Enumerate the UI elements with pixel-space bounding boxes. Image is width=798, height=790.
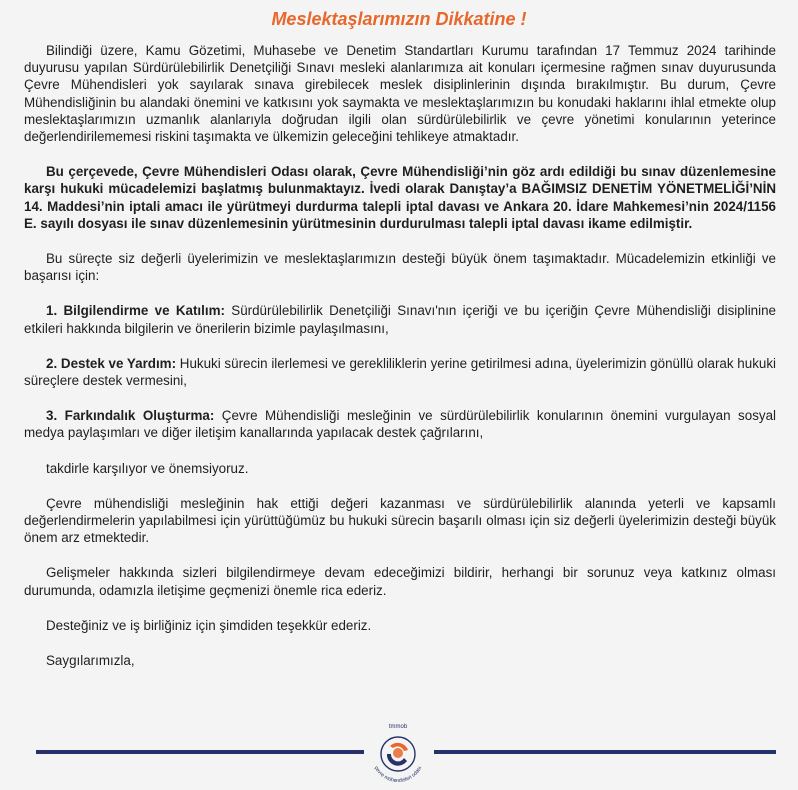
list-item-label: 1. Bilgilendirme ve Katılım: <box>46 303 225 319</box>
list-item <box>24 407 776 441</box>
list-item-label: 2. Destek ve Yardım: <box>46 355 177 371</box>
announcement-body <box>24 42 776 669</box>
closing-line: Saygılarımızla, <box>46 653 135 669</box>
logo-center <box>393 748 403 758</box>
list-item <box>24 355 776 389</box>
updates-paragraph: Gelişmeler hakkında sizleri bilgilendirmeye devam edeceğimizi bildirir, herhangi bir sorunuz veya katkınız olması durumunda, odamızla iletişime geçmenizi önemle rica ederiz. <box>24 565 776 598</box>
thanks-line: Desteğiniz ve iş birliğiniz için şimdiden teşekkür ederiz. <box>46 617 372 633</box>
support-paragraph: Bu süreçte siz değerli üyelerimizin ve meslektaşlarımızın desteği büyük önem taşımaktadır. Mücadelemizin etkinliği ve başarısı için: <box>24 251 776 284</box>
logo-ring-text: çevre mühendisleri odası <box>372 765 424 785</box>
appreciation-line: takdirle karşılıyor ve önemsiyoruz. <box>46 460 249 476</box>
list-item <box>24 302 776 336</box>
legal-action-paragraph: Bu çerçevede, Çevre Mühendisleri Odası olarak, Çevre Mühendisliği’nin göz ardı edildiği bu sınav düzenlemesine karşı hukuki mücadelemizi başlatmış bulunmaktayız. İvedi olarak Danıştay’a BAĞIMSIZ DENETİM YÖNETMELİĞİ’NİN 14. Maddesi’nin iptali amacı ile yürütmeyi durdurma talepli iptal davası ve Ankara 20. İdare Mahkemesi’nin 2024/1156 E. sayılı dosyası ile sınav düzenlemesinin yürütmesinin durdurulması talepli iptal davası ikame edilmiştir. <box>24 164 776 231</box>
page-title: Meslektaşlarımızın Dikkatine ! <box>271 9 527 29</box>
list-item-label: 3. Farkındalık Oluşturma: <box>46 408 215 424</box>
logo-top-text: tmmob <box>388 724 408 730</box>
footer-divider-left <box>36 750 364 754</box>
importance-paragraph: Çevre mühendisliği mesleğinin hak ettiği değeri kazanması ve sürdürülebilirlik alanında yeterli ve kapsamlı değerlendirmelerin yapılabilmesi için yürüttüğümüz bu hukuki sürecin başarılı olması için siz değerli üyelerimizin desteği büyük önem arz etmektedir. <box>24 495 776 546</box>
cmo-logo-icon <box>360 718 436 790</box>
footer-divider-right <box>434 750 776 754</box>
list-item-text: Hukuki sürecin ilerlemesi ve gerekliliklerin yerine getirilmesi adına, üyelerimizin gönüllü olarak hukuki süreçlere destek vermesini, <box>24 355 777 389</box>
list-item-text: Sürdürülebilirlik Denetçiliği Sınavı'nın içeriği ve bu içeriğin Çevre Mühendisliği disiplinine etkileri hakkında bilgilerin ve önerilerin bizimle paylaşılmasını, <box>24 303 776 336</box>
list-item-text: Çevre Mühendisliği mesleğinin ve sürdürülebilirlik konularının önemini vurgulayan sosyal medya paylaşımları ve diğer iletişim kanallarında yapılacak destek çağrılarını, <box>24 408 777 441</box>
intro-paragraph: Bilindiği üzere, Kamu Gözetimi, Muhasebe ve Denetim Standartları Kurumu tarafından 17 Temmuz 2024 tarihinde duyurusu yapılan Sürdürülebilirlik Denetçiliği Sınavı mesleki alanlarımıza ait konuları içermesine rağmen sınav duyurusunda Çevre Mühendisleri yok sayılarak sınava girebilecek meslek disiplinlerinin dışında bırakılmıştır. Bu durum, Çevre Mühendisliğinin bu alandaki önemini ve katkısını yok saymakta ve meslektaşlarımızın bu konudaki haklarını ihlal etmekte olup meslektaşlarımızın uzmanlık alanlarıyla doğrudan ilgili olan sürdürülebilirlik ve çevre yönetimi konularının yeterince değerlendirilememesi riskini taşımakta ve ülkemizin geleceğini tehlikeye atmaktadır. <box>24 43 776 145</box>
